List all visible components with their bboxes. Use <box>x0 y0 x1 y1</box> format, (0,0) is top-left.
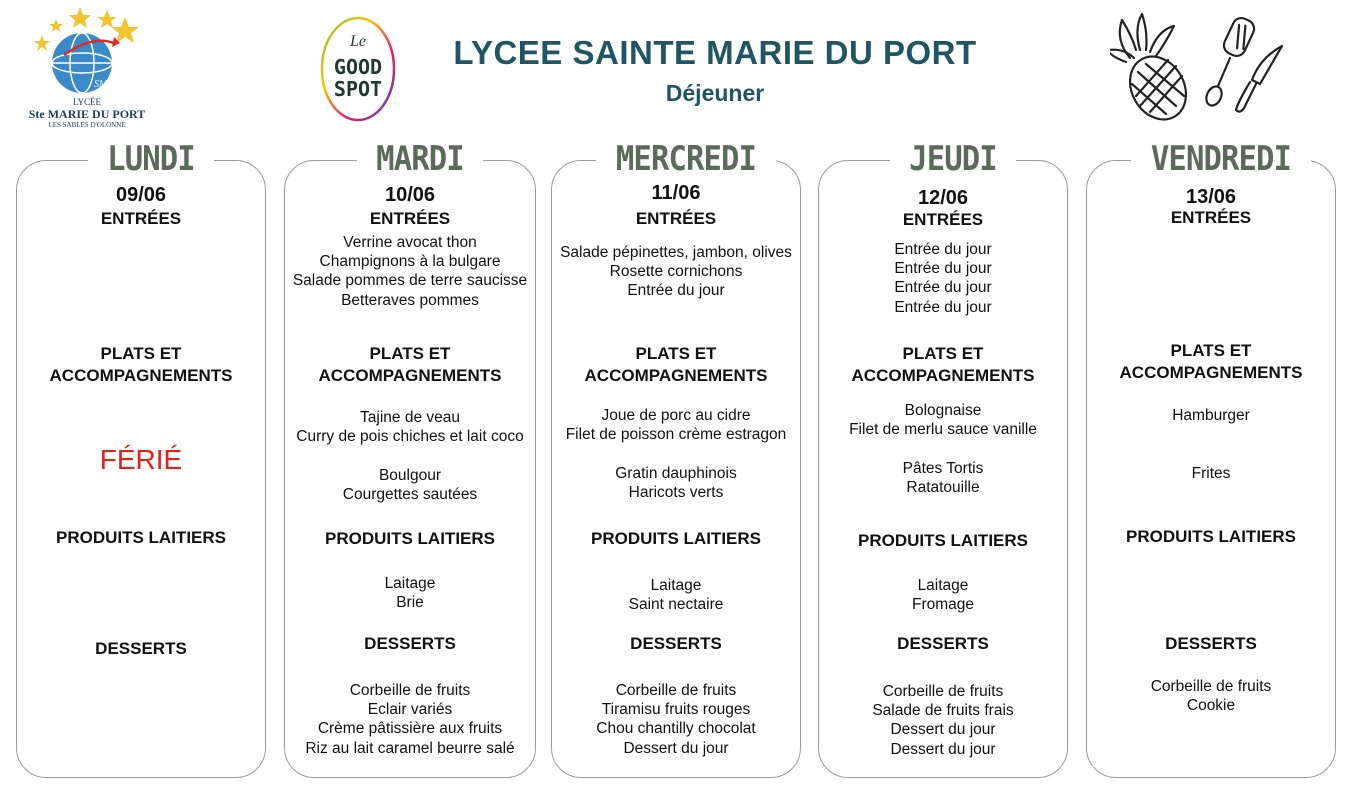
plats-heading-line2: ACCOMPAGNEMENTS <box>851 366 1035 385</box>
entree-item: Champignons à la bulgare <box>319 253 501 271</box>
laitiers-heading: PRODUITS LAITIERS <box>324 529 495 548</box>
day-date: 11/06 <box>651 182 701 204</box>
laitiers-heading: PRODUITS LAITIERS <box>55 528 226 547</box>
entree-item: Entrée du jour <box>894 241 992 258</box>
entree-item: Salade pommes de terre saucisse <box>292 272 528 290</box>
plat-item: Joue de porc au cidre <box>601 407 751 424</box>
plats-heading-line1: PLATS ET <box>1170 341 1252 360</box>
dessert-item: Dessert du jour <box>890 721 996 739</box>
page-subtitle: Déjeuner <box>665 80 765 106</box>
dessert-item: Salade de fruits frais <box>872 702 1014 720</box>
entree-item: Entrée du jour <box>627 282 725 300</box>
accompagnement-item: Boulgour <box>378 467 442 484</box>
day-date: 13/06 <box>1185 186 1237 208</box>
day-date: 12/06 <box>917 187 969 209</box>
dessert-item: Crème pâtissière aux fruits <box>317 720 503 738</box>
school-logo <box>22 5 152 129</box>
laitiers-heading: PRODUITS LAITIERS <box>857 531 1028 550</box>
school-logo-line2: Ste MARIE DU PORT <box>28 107 146 121</box>
plat-item: Tajine de veau <box>360 409 460 426</box>
day-date: 09/06 <box>115 184 167 206</box>
accompagnement-item: Gratin dauphinois <box>615 465 737 482</box>
dessert-item: Eclair variés <box>367 701 453 719</box>
plats-heading-line1: PLATS ET <box>902 344 984 363</box>
good-spot-good: GOOD <box>333 55 383 79</box>
laitier-item: Fromage <box>911 596 975 614</box>
page-title: LYCEE SAINTE MARIE DU PORT <box>453 34 977 71</box>
desserts-heading: DESSERTS <box>1165 634 1257 653</box>
dessert-item: Corbeille de fruits <box>882 683 1004 700</box>
good-spot-spot: SPOT <box>333 77 383 101</box>
day-heading: LUNDI <box>88 139 214 185</box>
dessert-item: Tiramisu fruits rouges <box>601 701 751 719</box>
plats-heading-line1: PLATS ET <box>100 344 182 363</box>
entree-item: Rosette cornichons <box>609 263 743 281</box>
accompagnement-item: Pâtes Tortis <box>902 460 984 477</box>
entree-item: Salade pépinettes, jambon, olives <box>560 244 792 261</box>
desserts-heading: DESSERTS <box>95 639 187 658</box>
plat-item: Filet de poisson crème estragon <box>565 426 787 444</box>
good-spot-le: Le <box>350 33 366 50</box>
svg-text:SMP: SMP <box>94 79 114 90</box>
laitier-item: Saint nectaire <box>628 596 724 614</box>
accompagnement-item: Courgettes sautées <box>342 486 478 504</box>
desserts-heading: DESSERTS <box>364 634 456 653</box>
pineapple-utensils-icon <box>1110 10 1290 125</box>
dessert-item: Corbeille de fruits <box>1150 678 1272 695</box>
laitier-item: Brie <box>396 594 424 612</box>
laitier-item: Laitage <box>917 577 969 594</box>
plat-item: Bolognaise <box>904 402 982 419</box>
accompagnement-item: Haricots verts <box>628 484 724 502</box>
plats-heading-line1: PLATS ET <box>635 344 717 363</box>
entrees-heading: ENTRÉES <box>635 209 717 228</box>
good-spot-logo <box>318 15 398 123</box>
dessert-item: Corbeille de fruits <box>349 682 471 699</box>
entree-item: Betteraves pommes <box>341 291 479 309</box>
laitiers-heading: PRODUITS LAITIERS <box>1125 527 1296 546</box>
day-heading: JEUDI <box>890 139 1016 185</box>
entrees-heading: ENTRÉES <box>902 210 984 229</box>
entree-item: Entrée du jour <box>894 279 992 297</box>
accompagnement-item: Frites <box>1191 465 1231 482</box>
plats-heading-line2: ACCOMPAGNEMENTS <box>318 366 502 385</box>
dessert-item: Dessert du jour <box>623 739 729 757</box>
dessert-item: Riz au lait caramel beurre salé <box>305 739 515 757</box>
school-logo-line1: LYCÉE <box>72 97 102 107</box>
plats-heading-line2: ACCOMPAGNEMENTS <box>1119 363 1303 382</box>
day-heading: MARDI <box>357 139 483 185</box>
entree-item: Entrée du jour <box>894 260 992 278</box>
plat-item: Filet de merlu sauce vanille <box>849 421 1037 439</box>
entree-item: Verrine avocat thon <box>343 234 477 251</box>
entrees-heading: ENTRÉES <box>1170 208 1252 227</box>
day-date: 10/06 <box>384 184 436 206</box>
plats-heading-line2: ACCOMPAGNEMENTS <box>584 366 768 385</box>
plat-item: Curry de pois chiches et lait coco <box>296 428 524 446</box>
school-logo-line3: LES SABLES D'OLONNE <box>48 121 126 129</box>
entrees-heading: ENTRÉES <box>369 209 451 228</box>
accompagnement-item: Ratatouille <box>906 479 980 497</box>
holiday-notice: FÉRIÉ <box>99 444 183 475</box>
entrees-heading: ENTRÉES <box>100 209 182 228</box>
desserts-heading: DESSERTS <box>630 634 722 653</box>
day-heading: VENDREDI <box>1131 139 1311 185</box>
laitier-item: Laitage <box>384 575 436 592</box>
dessert-item: Corbeille de fruits <box>615 682 737 699</box>
dessert-item: Cookie <box>1186 697 1236 715</box>
day-heading: MERCREDI <box>596 139 776 185</box>
laitier-item: Laitage <box>650 577 702 594</box>
plats-heading-line1: PLATS ET <box>369 344 451 363</box>
desserts-heading: DESSERTS <box>897 634 989 653</box>
globe-stars-icon <box>22 5 152 95</box>
dessert-item: Chou chantilly chocolat <box>596 720 756 738</box>
plat-item: Hamburger <box>1172 407 1250 424</box>
laitiers-heading: PRODUITS LAITIERS <box>590 529 761 548</box>
dessert-item: Dessert du jour <box>890 740 996 758</box>
plats-heading-line2: ACCOMPAGNEMENTS <box>49 366 233 385</box>
entree-item: Entrée du jour <box>894 298 992 316</box>
